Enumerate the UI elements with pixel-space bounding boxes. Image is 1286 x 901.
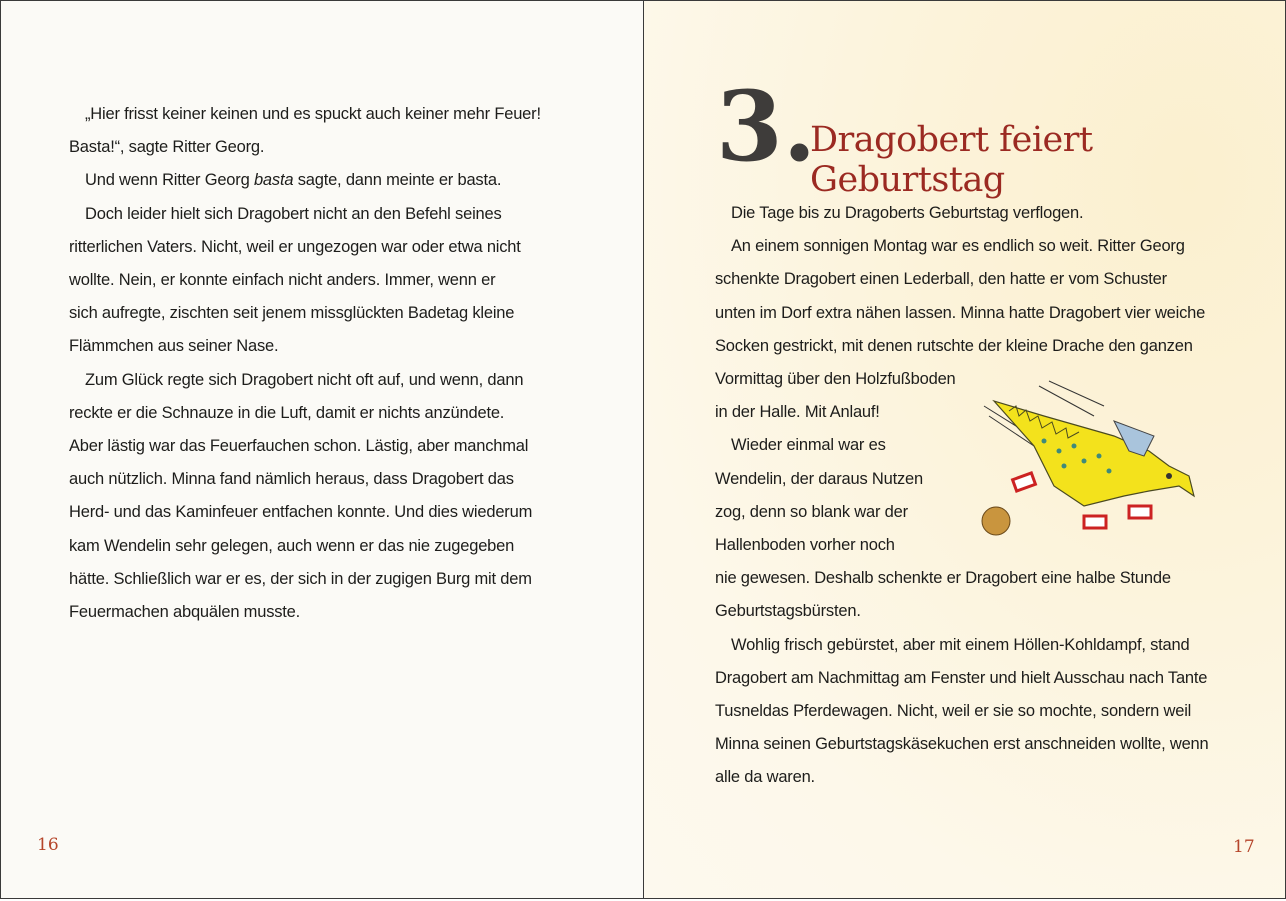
text-line: in der Halle. Mit Anlauf! — [715, 403, 880, 422]
text-line: Minna seinen Geburtstagskäsekuchen erst anschneiden wollte, wenn — [715, 735, 1209, 754]
text-line: Geburtstagsbürsten. — [715, 602, 861, 621]
text-line: nie gewesen. Deshalb schenkte er Dragobert eine halbe Stunde — [715, 569, 1171, 588]
text-line: Flämmchen aus seiner Nase. — [69, 337, 279, 356]
dragon-body — [994, 401, 1194, 506]
chapter-number: 3. — [716, 70, 817, 183]
text-line: Tusneldas Pferdewagen. Nicht, weil er sie so mochte, sondern weil — [715, 702, 1192, 720]
text-line: „Hier frisst keiner keinen und es spuckt auch keiner mehr Feuer! — [85, 105, 541, 123]
text-line: sich aufregte, zischten seit jenem missglückten Badetag kleine — [69, 304, 515, 323]
text-line: Doch leider hielt sich Dragobert nicht an den Befehl seines — [85, 204, 502, 223]
text-line — [85, 171, 501, 190]
dragon-eye — [1166, 473, 1172, 479]
text-line: Vormittag über den Holzfußboden — [715, 370, 956, 388]
text-line: Feuermachen abquälen musste. — [69, 603, 301, 621]
text-line: zog, denn so blank war der — [715, 502, 908, 521]
left-page — [0, 0, 644, 899]
text-line: auch nützlich. Minna fand nämlich heraus, dass Dragobert das — [69, 470, 514, 489]
text-line: Basta!“, sagte Ritter Georg. — [69, 138, 265, 157]
text-line: Herd- und das Kaminfeuer entfachen konnte. Und dies wiederum — [69, 503, 533, 522]
text-span: sagte, dann meinte er basta. — [293, 171, 502, 190]
page-number-left: 16 — [37, 835, 59, 855]
text-line: Hallenboden vorher noch — [715, 536, 895, 554]
text-line: Wendelin, der daraus Nutzen — [715, 469, 924, 488]
chapter-title: Dragobert feiert Geburtstag — [810, 120, 1093, 200]
text-line: schenkte Dragobert einen Lederball, den hatte er vom Schuster — [715, 270, 1167, 289]
text-line: reckte er die Schnauze in die Luft, damit er nichts anzündete. — [69, 403, 505, 422]
text-line: hätte. Schließlich war er es, der sich in der zugigen Burg mit dem — [69, 569, 532, 588]
text-line: Aber lästig war das Feuerfauchen schon. Lästig, aber manchmal — [69, 437, 529, 455]
text-line: Die Tage bis zu Dragoberts Geburtstag verflogen. — [731, 204, 1084, 222]
text-line: Wohlig frisch gebürstet, aber mit einem Höllen-Kohldampf, stand — [731, 635, 1190, 654]
italic-text: basta — [253, 171, 294, 190]
page-number-right: 17 — [1233, 837, 1255, 857]
text-line: wollte. Nein, er konnte einfach nicht anders. Immer, wenn er — [69, 271, 496, 289]
text-line: alle da waren. — [715, 768, 815, 787]
text-span: Und wenn Ritter Georg — [85, 171, 254, 190]
text-line: Socken gestrickt, mit denen rutschte der kleine Drache den ganzen — [715, 336, 1193, 355]
text-line: Zum Glück regte sich Dragobert nicht oft auf, und wenn, dann — [85, 370, 524, 389]
text-line: Wieder einmal war es — [731, 436, 886, 455]
text-line: Dragobert am Nachmittag am Fenster und hielt Ausschau nach Tante — [715, 668, 1208, 687]
text-line: An einem sonnigen Montag war es endlich so weit. Ritter Georg — [731, 237, 1185, 256]
right-page — [643, 0, 1286, 899]
text-line: kam Wendelin sehr gelegen, auch wenn er das nie zugegeben — [69, 536, 515, 555]
text-line: unten im Dorf extra nähen lassen. Minna hatte Dragobert vier weiche — [715, 303, 1206, 322]
leather-ball — [982, 507, 1010, 535]
text-line: ritterlichen Vaters. Nicht, weil er ungezogen war oder etwa nicht — [69, 237, 521, 256]
dragon-illustration — [964, 376, 1234, 551]
